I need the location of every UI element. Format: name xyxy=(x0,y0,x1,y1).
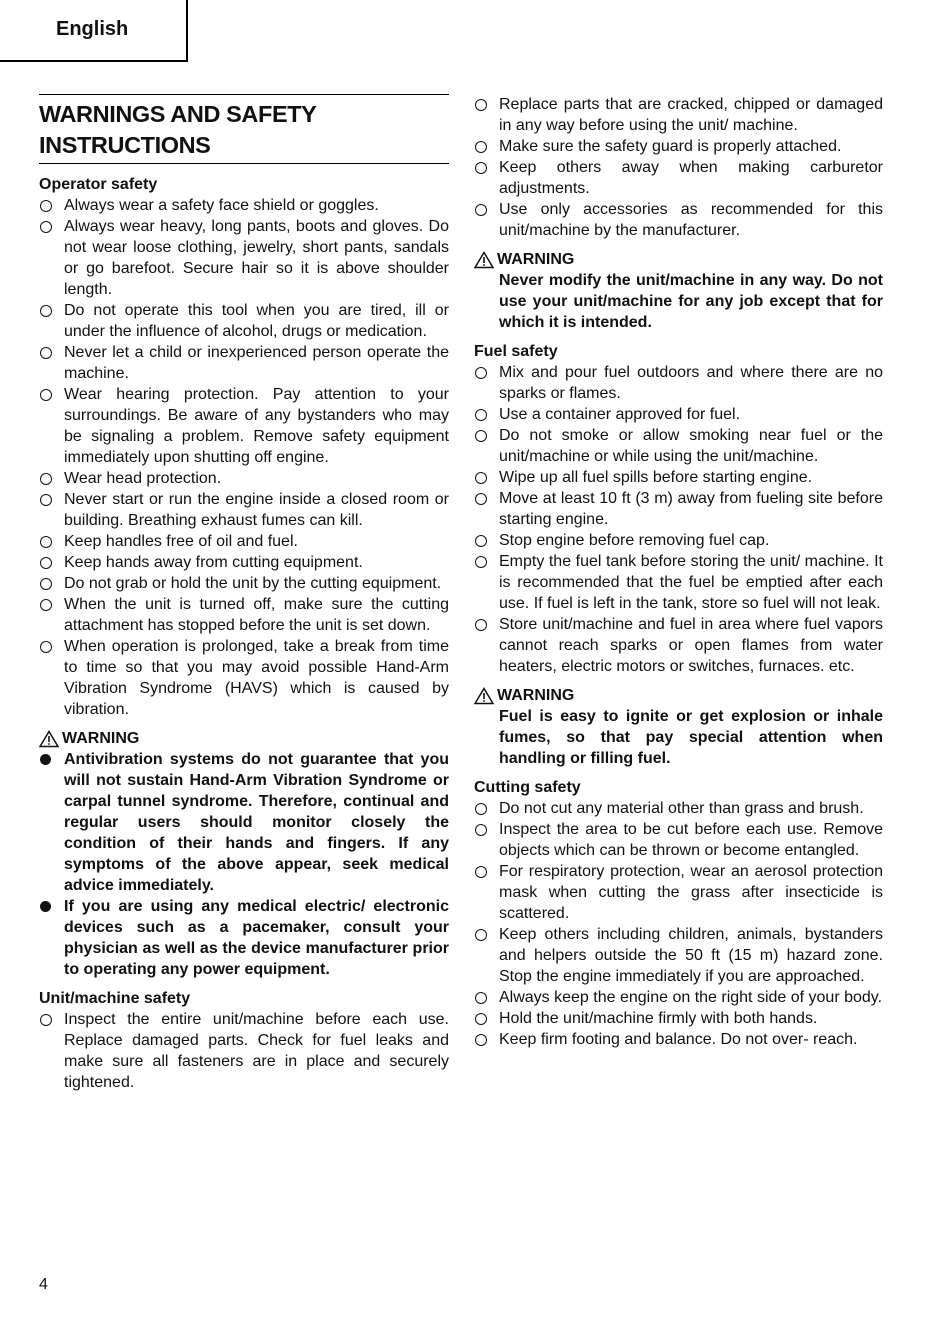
circle-bullet-icon xyxy=(40,578,52,590)
warning-triangle-icon xyxy=(474,251,494,269)
list-item xyxy=(474,987,883,1008)
list-item-text: Wear hearing protection. Pay attention to your surroundings. Be aware of any bystanders who may be signaling a problem. Remove safety equipment immediately upon shutting off engine. xyxy=(64,386,449,466)
circle-bullet-icon xyxy=(475,1034,487,1046)
circle-bullet-icon xyxy=(40,200,52,212)
warning-text: Never modify the unit/machine in any way. Do not use your unit/machine for any job except that for which it is intended. xyxy=(499,272,883,331)
list-item xyxy=(474,551,883,614)
list-item-text: Use only accessories as recommended for this unit/machine by the manufacturer. xyxy=(499,201,883,239)
page-number: 4 xyxy=(39,1276,48,1293)
circle-bullet-icon xyxy=(475,619,487,631)
cutting-safety-heading: Cutting safety xyxy=(474,779,581,796)
list-item-text: Keep others including children, animals, bystanders and helpers outside the 50 ft (15 m) hazard zone. Stop the engine immediately if you are approached. xyxy=(499,926,883,985)
warning-text: Fuel is easy to ignite or get explosion or inhale fumes, so that pay special attention when handling or filling fuel. xyxy=(499,708,883,767)
list-item xyxy=(39,531,449,552)
list-item xyxy=(474,614,883,677)
warning-box-antivibration xyxy=(39,728,449,980)
filled-bullet-icon xyxy=(40,901,51,912)
fuel-safety-list xyxy=(474,362,883,677)
circle-bullet-icon xyxy=(475,866,487,878)
warning-label: WARNING xyxy=(62,730,140,747)
filled-bullet-icon xyxy=(40,754,51,765)
operator-safety-list xyxy=(39,195,449,720)
circle-bullet-icon xyxy=(475,929,487,941)
list-item xyxy=(474,924,883,987)
list-item xyxy=(474,798,883,819)
circle-bullet-icon xyxy=(475,430,487,442)
circle-bullet-icon xyxy=(40,305,52,317)
list-item xyxy=(474,467,883,488)
cutting-safety-list xyxy=(474,798,883,1050)
list-item xyxy=(39,468,449,489)
circle-bullet-icon xyxy=(475,367,487,379)
circle-bullet-icon xyxy=(475,556,487,568)
list-item-text: Wipe up all fuel spills before starting engine. xyxy=(499,469,813,486)
warning-triangle-icon xyxy=(474,687,494,705)
unit-safety-heading: Unit/machine safety xyxy=(39,990,191,1007)
list-item xyxy=(474,199,883,241)
list-item-text: Keep handles free of oil and fuel. xyxy=(64,533,298,550)
list-item xyxy=(39,300,449,342)
list-item-text: Store unit/machine and fuel in area where fuel vapors cannot reach sparks or open flames from water heaters, electric motors or switches, furnaces. etc. xyxy=(499,616,883,675)
list-item xyxy=(474,136,883,157)
circle-bullet-icon xyxy=(475,204,487,216)
circle-bullet-icon xyxy=(40,347,52,359)
list-item-text: Wear head protection. xyxy=(64,470,222,487)
list-item-text: Empty the fuel tank before storing the unit/ machine. It is recommended that the fuel be emptied after each use. If fuel is left in the tank, store so fuel will not leak. xyxy=(499,553,883,612)
circle-bullet-icon xyxy=(475,1013,487,1025)
circle-bullet-icon xyxy=(475,493,487,505)
warning-label: WARNING xyxy=(497,251,575,268)
language-label: English xyxy=(56,18,129,40)
warning-heading xyxy=(39,728,449,749)
section-title: WARNINGS AND SAFETY INSTRUCTIONS xyxy=(39,101,317,158)
warning-heading xyxy=(474,249,883,270)
list-item-text: Always keep the engine on the right side of your body. xyxy=(499,989,883,1006)
list-item xyxy=(474,94,883,136)
list-item-text: Do not cut any material other than grass and brush. xyxy=(499,800,864,817)
warning-label: WARNING xyxy=(497,687,575,704)
list-item xyxy=(474,404,883,425)
circle-bullet-icon xyxy=(475,162,487,174)
list-item xyxy=(39,594,449,636)
warning-list xyxy=(39,749,449,980)
fuel-safety-heading: Fuel safety xyxy=(474,343,558,360)
list-item-text: Inspect the entire unit/machine before each use. Replace damaged parts. Check for fuel leaks and make sure all fasteners are in place and securely tightened. xyxy=(64,1011,449,1091)
list-item xyxy=(474,362,883,404)
list-item-text: Stop engine before removing fuel cap. xyxy=(499,532,770,549)
list-item xyxy=(474,861,883,924)
circle-bullet-icon xyxy=(40,389,52,401)
left-column xyxy=(39,94,449,1093)
list-item xyxy=(474,819,883,861)
list-item-text: Inspect the area to be cut before each use. Remove objects which can be thrown or become entangled. xyxy=(499,821,883,859)
circle-bullet-icon xyxy=(475,535,487,547)
list-item-text: Use a container approved for fuel. xyxy=(499,406,741,423)
list-item-text: Keep firm footing and balance. Do not over- reach. xyxy=(499,1031,858,1048)
warning-box-modify xyxy=(474,249,883,333)
list-item xyxy=(39,636,449,720)
list-item-text: Do not smoke or allow smoking near fuel or the unit/machine or while using the unit/machine. xyxy=(499,427,883,465)
list-item-text: Always wear a safety face shield or goggles. xyxy=(64,197,379,214)
circle-bullet-icon xyxy=(475,824,487,836)
list-item-text: Never let a child or inexperienced person operate the machine. xyxy=(64,344,449,382)
unit-safety-continued-list xyxy=(474,94,883,241)
warning-box-fuel xyxy=(474,685,883,769)
list-item-text: Antivibration systems do not guarantee that you will not sustain Hand-Arm Vibration Syndrome or carpal tunnel syndrome. Therefore, continual and regular users should monitor closely the condition of their hands and fingers. If any symptoms of the above appear, seek medical advice immediately. xyxy=(64,751,449,894)
unit-safety-list xyxy=(39,1009,449,1093)
circle-bullet-icon xyxy=(40,221,52,233)
list-item xyxy=(474,488,883,530)
right-column xyxy=(474,94,883,1050)
list-item xyxy=(474,1008,883,1029)
circle-bullet-icon xyxy=(475,472,487,484)
list-item xyxy=(39,342,449,384)
circle-bullet-icon xyxy=(475,409,487,421)
circle-bullet-icon xyxy=(40,536,52,548)
list-item xyxy=(39,195,449,216)
list-item-text: If you are using any medical electric/ electronic devices such as a pacemaker, consult your physician as well as the device manufacturer prior to operating any power equipment. xyxy=(64,898,449,978)
list-item-text: Move at least 10 ft (3 m) away from fueling site before starting engine. xyxy=(499,490,883,528)
list-item xyxy=(39,1009,449,1093)
circle-bullet-icon xyxy=(40,1014,52,1026)
circle-bullet-icon xyxy=(475,99,487,111)
list-item-text: When operation is prolonged, take a break from time to time so that you may avoid possible Hand-Arm Vibration Syndrome (HAVS) which is caused by vibration. xyxy=(64,638,449,718)
list-item xyxy=(39,489,449,531)
list-item-text: Make sure the safety guard is properly attached. xyxy=(499,138,842,155)
circle-bullet-icon xyxy=(475,992,487,1004)
list-item-text: Hold the unit/machine firmly with both hands. xyxy=(499,1010,818,1027)
list-item xyxy=(39,552,449,573)
warning-heading xyxy=(474,685,883,706)
list-item-text: For respiratory protection, wear an aerosol protection mask when cutting the grass after insecticide is scattered. xyxy=(499,863,883,922)
list-item-text: Keep hands away from cutting equipment. xyxy=(64,554,363,571)
list-item-text: Keep others away when making carburetor adjustments. xyxy=(499,159,883,197)
list-item-text: Replace parts that are cracked, chipped or damaged in any way before using the unit/ machine. xyxy=(499,96,883,134)
list-item xyxy=(474,1029,883,1050)
list-item xyxy=(474,157,883,199)
section-title-block xyxy=(39,94,449,164)
list-item-text: Always wear heavy, long pants, boots and gloves. Do not wear loose clothing, jewelry, short pants, sandals or go barefoot. Secure hair so it is above shoulder length. xyxy=(64,218,449,298)
list-item-text: Do not operate this tool when you are tired, ill or under the influence of alcohol, drugs or medication. xyxy=(64,302,449,340)
list-item xyxy=(474,530,883,551)
warning-triangle-icon xyxy=(39,730,59,748)
circle-bullet-icon xyxy=(40,557,52,569)
list-item xyxy=(474,425,883,467)
list-item-text: Do not grab or hold the unit by the cutting equipment. xyxy=(64,575,442,592)
list-item xyxy=(39,749,449,896)
list-item-text: When the unit is turned off, make sure the cutting attachment has stopped before the unit is set down. xyxy=(64,596,449,634)
list-item-text: Never start or run the engine inside a closed room or building. Breathing exhaust fumes can kill. xyxy=(64,491,449,529)
circle-bullet-icon xyxy=(40,641,52,653)
list-item xyxy=(39,384,449,468)
circle-bullet-icon xyxy=(475,803,487,815)
list-item xyxy=(39,216,449,300)
circle-bullet-icon xyxy=(40,473,52,485)
list-item xyxy=(39,573,449,594)
operator-safety-heading: Operator safety xyxy=(39,176,158,193)
language-tab xyxy=(0,0,188,62)
list-item xyxy=(39,896,449,980)
circle-bullet-icon xyxy=(475,141,487,153)
list-item-text: Mix and pour fuel outdoors and where there are no sparks or flames. xyxy=(499,364,883,402)
circle-bullet-icon xyxy=(40,494,52,506)
circle-bullet-icon xyxy=(40,599,52,611)
